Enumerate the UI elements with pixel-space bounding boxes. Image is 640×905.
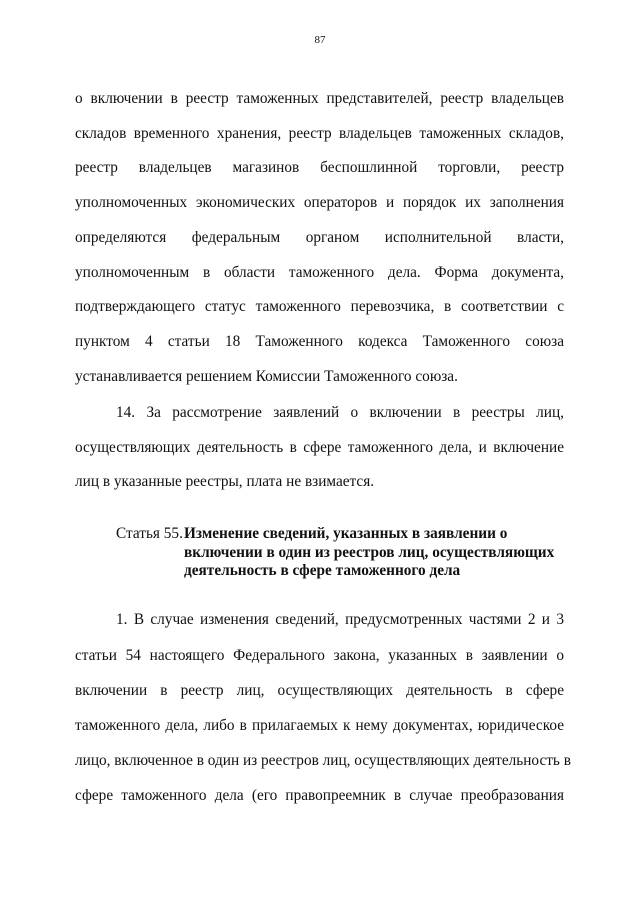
article-title-line: деятельность в сфере таможенного дела <box>184 562 461 579</box>
text-line: складов временного хранения, реестр владельцев таможенных складов, <box>75 125 564 142</box>
text-line: лицо, включенное в один из реестров лиц, осуществляющих деятельность в <box>75 752 571 769</box>
text-line: сфере таможенного дела (его правопреемник в случае преобразования <box>75 787 564 804</box>
text-line: пунктом 4 статьи 18 Таможенного кодекса Таможенного союза <box>75 333 564 350</box>
text-line: таможенного дела, либо в прилагаемых к нему документах, юридическое <box>75 717 564 734</box>
text-line: статьи 54 настоящего Федерального закона, указанных в заявлении о <box>75 647 564 664</box>
text-line: включении в реестр лиц, осуществляющих деятельность в сфере <box>75 682 564 699</box>
text-line: о включении в реестр таможенных представителей, реестр владельцев <box>75 90 564 107</box>
article-title-line: Изменение сведений, указанных в заявлении о <box>184 525 508 542</box>
text-line: реестр владельцев магазинов беспошлинной торговли, реестр <box>75 159 564 176</box>
text-line: лиц в указанные реестры, плата не взимается. <box>75 473 375 490</box>
text-line: 14. За рассмотрение заявлений о включении в реестры лиц, <box>116 404 564 421</box>
text-line: подтверждающего статус таможенного перевозчика, в соответствии с <box>75 298 564 315</box>
article-title-line: включении в один из реестров лиц, осуществляющих <box>184 544 555 561</box>
text-line: устанавливается решением Комиссии Таможенного союза. <box>75 368 458 385</box>
article-label: Статья 55. <box>116 525 183 542</box>
text-line: осуществляющих деятельность в сфере таможенного дела, и включение <box>75 439 564 456</box>
text-line: уполномоченным в области таможенного дела. Форма документа, <box>75 264 564 281</box>
text-line: определяются федеральным органом исполнительной власти, <box>75 229 564 246</box>
text-line: уполномоченных экономических операторов и порядок их заполнения <box>75 194 564 211</box>
text-line: 1. В случае изменения сведений, предусмотренных частями 2 и 3 <box>116 611 564 628</box>
page-number: 87 <box>314 34 326 46</box>
